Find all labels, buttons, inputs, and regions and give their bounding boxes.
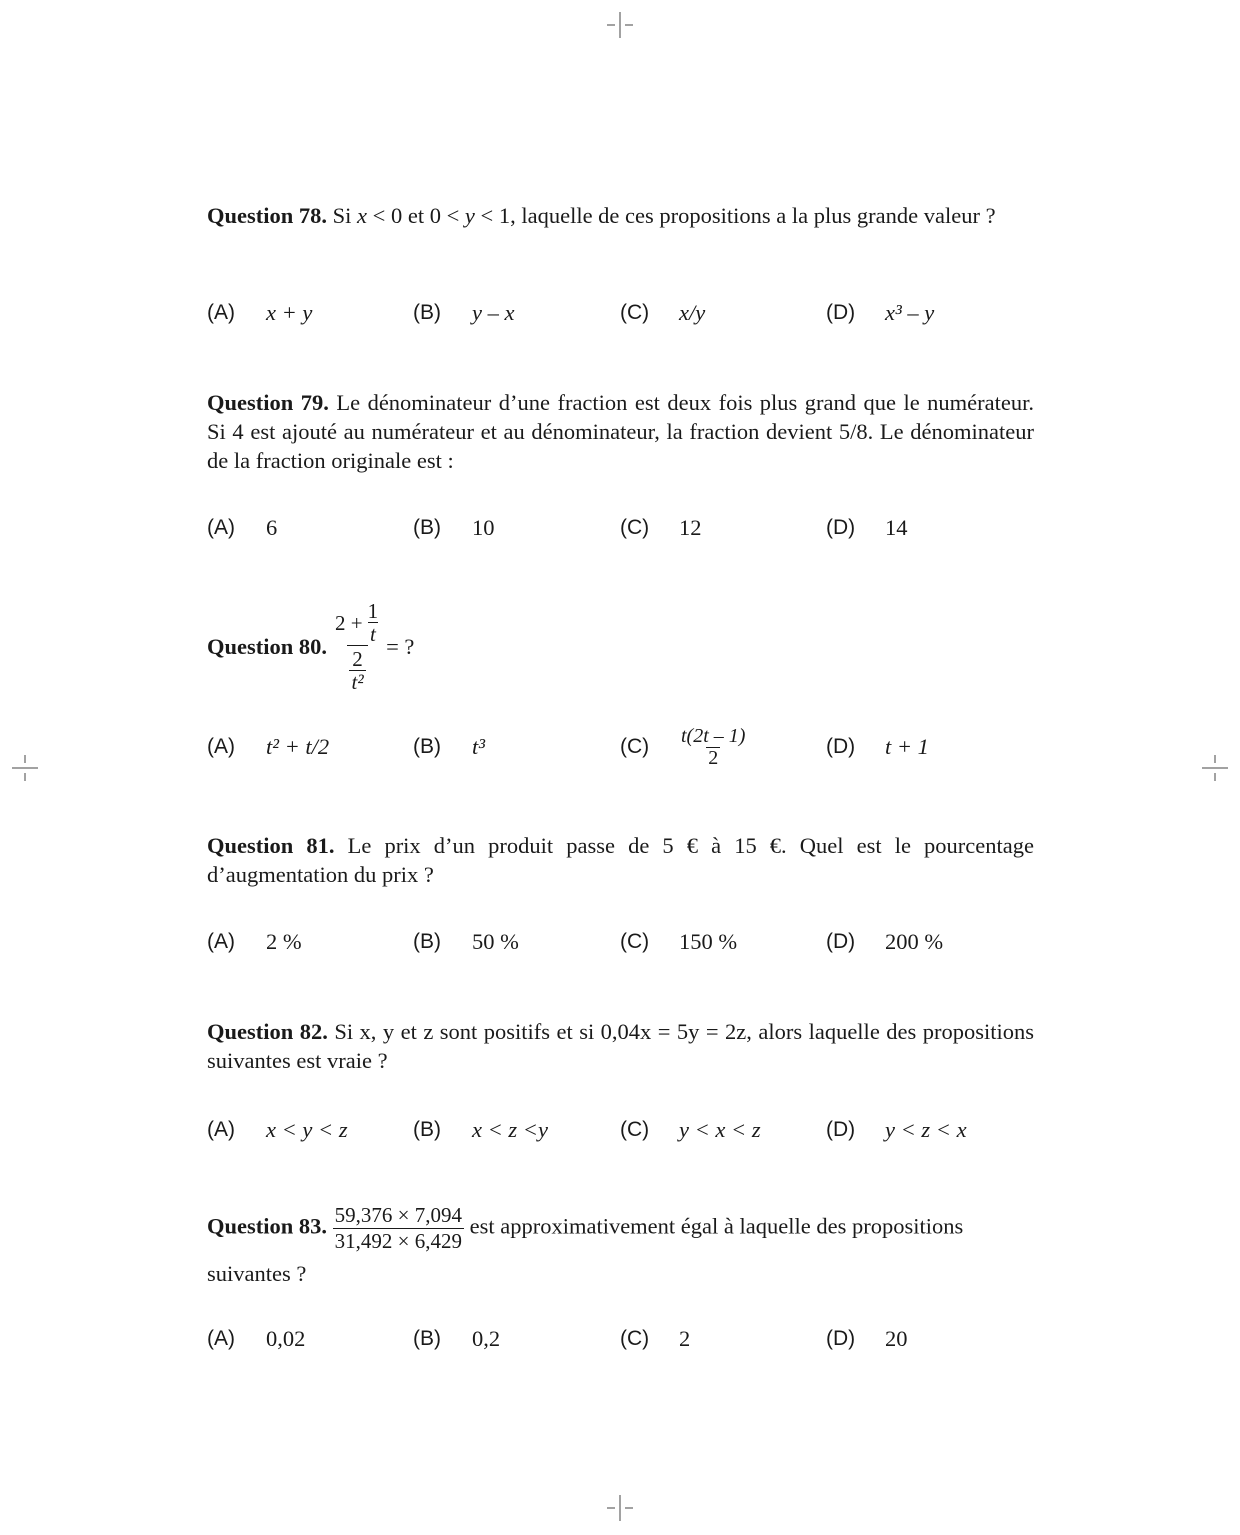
compound-denominator <box>347 645 367 693</box>
crop-mark-left-icon <box>10 753 40 783</box>
option-c[interactable] <box>620 293 705 333</box>
option-value: x/y <box>679 300 706 325</box>
option-d[interactable] <box>826 1110 967 1150</box>
options-83 <box>207 1319 1034 1359</box>
option-a[interactable] <box>207 922 302 962</box>
option-letter: (C) <box>620 930 650 953</box>
var-y: y <box>464 203 475 228</box>
denominator-numerator: 2 <box>352 647 363 672</box>
option-value: 6 <box>266 515 278 540</box>
question-82 <box>207 1017 1034 1075</box>
option-c[interactable] <box>620 1110 761 1150</box>
compound-fraction <box>333 600 382 693</box>
option-letter: (B) <box>413 1118 441 1141</box>
option-value: t² + t/2 <box>266 734 330 759</box>
option-value-numerator: t(2t – 1) <box>681 724 746 747</box>
option-a[interactable] <box>207 1110 348 1150</box>
options-81 <box>207 922 1034 962</box>
option-letter: (D) <box>826 516 856 539</box>
option-letter: (D) <box>826 1118 856 1141</box>
question-text: Le dénominateur d’une fraction est deux fois plus grand que le numérateur. Si 4 est ajouté au numérateur et au dénominateur, la fraction devient 5/8. Le dénominateur de la fraction originale est : <box>207 390 1035 473</box>
question-text: Si x, y et z sont positifs et si 0,04x = 5y = 2z, alors laquelle des propositions suivantes est vraie ? <box>207 1019 1034 1073</box>
option-value: y < z < x <box>885 1117 967 1142</box>
option-letter: (B) <box>413 1327 441 1350</box>
option-letter: (C) <box>620 735 650 758</box>
option-letter: (A) <box>207 930 235 953</box>
crop-mark-bottom-icon <box>605 1493 635 1523</box>
fraction-denominator: 31,492 × 6,429 <box>334 1229 462 1253</box>
option-letter: (B) <box>413 301 441 324</box>
option-letter: (B) <box>413 930 441 953</box>
numerator-integer: 2 + <box>335 610 363 635</box>
question-text-after: est approximativement égal à laquelle des propositions suivantes ? <box>207 1213 964 1286</box>
question-fraction <box>333 1203 464 1254</box>
option-value: x < z <y <box>472 1117 548 1142</box>
option-c[interactable] <box>620 724 747 769</box>
option-value-fraction <box>679 726 747 769</box>
option-value: y – x <box>472 300 515 325</box>
option-letter: (C) <box>620 516 650 539</box>
option-letter: (C) <box>620 1327 650 1350</box>
crop-mark-top-icon <box>605 10 635 40</box>
option-value: 20 <box>885 1326 908 1351</box>
option-d[interactable] <box>826 508 908 548</box>
option-a[interactable] <box>207 293 312 333</box>
compound-numerator <box>333 600 382 645</box>
question-label: Question 79. <box>207 390 329 415</box>
fraction-numerator: 59,376 × 7,094 <box>334 1203 462 1227</box>
question-label: Question 82. <box>207 1019 328 1044</box>
option-letter: (D) <box>826 930 856 953</box>
option-value: 150 % <box>679 929 738 954</box>
option-letter: (C) <box>620 1118 650 1141</box>
option-value: 200 % <box>885 929 944 954</box>
option-b[interactable] <box>413 1319 500 1359</box>
option-value: x + y <box>266 300 313 325</box>
option-c[interactable] <box>620 508 702 548</box>
option-a[interactable] <box>207 727 329 767</box>
question-78 <box>207 201 1034 230</box>
option-b[interactable] <box>413 293 514 333</box>
denominator-denominator: t² <box>351 670 364 695</box>
option-letter: (A) <box>207 301 235 324</box>
question-79 <box>207 388 1034 475</box>
option-value: 2 <box>679 1326 691 1351</box>
question-81 <box>207 831 1034 889</box>
option-d[interactable] <box>826 1319 908 1359</box>
question-80 <box>207 600 1034 693</box>
question-text-cond1: < 0 et 0 < <box>367 203 465 228</box>
option-b[interactable] <box>413 922 519 962</box>
question-label: Question 83. <box>207 1213 328 1239</box>
question-label: Question 80. <box>207 634 328 660</box>
option-letter: (A) <box>207 1327 235 1350</box>
option-letter: (A) <box>207 735 235 758</box>
option-c[interactable] <box>620 922 737 962</box>
option-d[interactable] <box>826 293 934 333</box>
options-82 <box>207 1110 1034 1150</box>
option-value: 0,02 <box>266 1326 306 1351</box>
question-label: Question 81. <box>207 833 335 858</box>
question-text-cond2: < 1, laquelle de ces propositions a la plus grande valeur ? <box>474 203 996 228</box>
option-value: 10 <box>472 515 495 540</box>
options-80 <box>207 724 1034 769</box>
options-78 <box>207 293 1034 333</box>
option-value: 2 % <box>266 929 302 954</box>
option-value-denominator: 2 <box>708 746 719 769</box>
expression-tail: = ? <box>386 634 415 660</box>
crop-mark-right-icon <box>1200 753 1230 783</box>
option-value: x < y < z <box>266 1117 348 1142</box>
option-letter: (D) <box>826 735 856 758</box>
option-value: 0,2 <box>472 1326 501 1351</box>
option-letter: (A) <box>207 516 235 539</box>
inner-denominator: t <box>369 622 376 647</box>
option-a[interactable] <box>207 1319 305 1359</box>
option-c[interactable] <box>620 1319 690 1359</box>
inner-numerator: 1 <box>367 599 379 623</box>
option-b[interactable] <box>413 508 495 548</box>
question-text-start: Si <box>332 203 358 228</box>
option-letter: (D) <box>826 301 856 324</box>
option-b[interactable] <box>413 1110 548 1150</box>
option-value: y < x < z <box>679 1117 761 1142</box>
option-d[interactable] <box>826 922 943 962</box>
question-label: Question 78. <box>207 203 328 228</box>
question-text: Le prix d’un produit passe de 5 € à 15 €. Quel est le pourcentage d’augmentation du prix ? <box>207 833 1034 887</box>
option-value: t + 1 <box>885 734 929 759</box>
var-x: x <box>357 203 368 228</box>
option-letter: (B) <box>413 516 441 539</box>
option-letter: (D) <box>826 1327 856 1350</box>
option-value: 50 % <box>472 929 519 954</box>
option-a[interactable] <box>207 508 277 548</box>
option-value: 12 <box>679 515 702 540</box>
option-value: 14 <box>885 515 908 540</box>
option-b[interactable] <box>413 727 485 767</box>
option-d[interactable] <box>826 727 929 767</box>
options-79 <box>207 508 1034 548</box>
option-letter: (C) <box>620 301 650 324</box>
denominator-fraction <box>349 648 365 693</box>
option-letter: (A) <box>207 1118 235 1141</box>
question-83 <box>207 1203 1034 1294</box>
inner-fraction <box>366 600 381 645</box>
option-letter: (B) <box>413 735 441 758</box>
option-value: x³ – y <box>885 300 935 325</box>
option-value: t³ <box>472 734 485 759</box>
